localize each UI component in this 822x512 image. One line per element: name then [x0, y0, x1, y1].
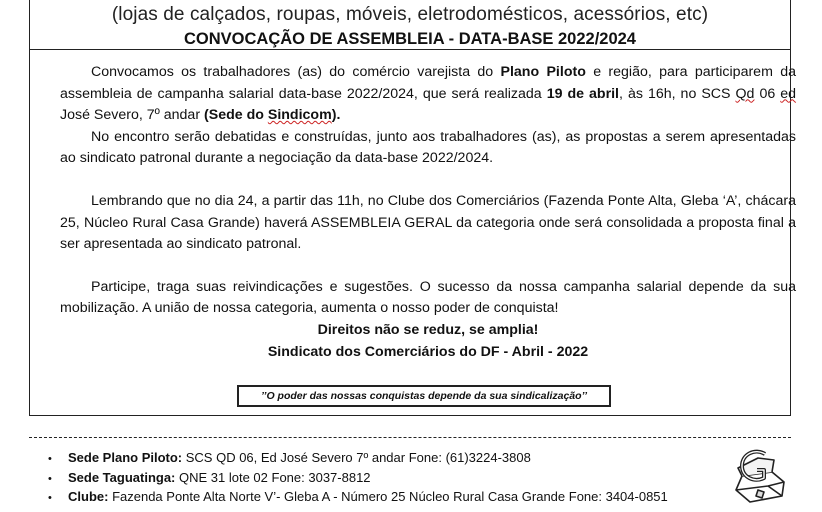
address-text: SCS QD 06, Ed José Severo 7º andar Fone: (61)3224-3808	[182, 450, 531, 465]
bullet-icon: •	[48, 453, 52, 465]
spellcheck-word: Sindicom	[267, 107, 332, 124]
spellcheck-word: Qd	[735, 85, 755, 102]
bullet-icon: •	[48, 472, 52, 485]
address-label: Sede Taguatinga:	[68, 469, 176, 485]
venue-bold	[204, 107, 340, 123]
union-logo-icon	[728, 446, 790, 508]
list-item	[48, 449, 748, 469]
paragraph-participate: Participe, traga suas reivindicações e sugestões. O sucesso da nossa campanha salarial depende da sua mobilização. A união de nossa categoria, aumenta o nosso poder de conquista!	[60, 278, 796, 317]
address-text: Fazenda Ponte Alta Norte V’- Gleba A - Número 25 Núcleo Rural Casa Grande Fone: 3404-0851	[108, 489, 668, 504]
text-span: ).	[331, 107, 341, 124]
paragraph-general-assembly: Lembrando que no dia 24, a partir das 11h, no Clube dos Comerciários (Fazenda Ponte Alta, Gleba ‘A’, chácara 25, Núcleo Rural Casa Grande) haverá ASSEMBLEIA GERAL da categoria onde será consolidada a proposta final a ser apresentada ao sindicato patronal.	[60, 192, 796, 253]
text-span: José Severo, 7º andar	[60, 107, 204, 124]
header-box	[29, 0, 791, 50]
bullet-icon: •	[48, 492, 52, 504]
address-label: Sede Plano Piloto:	[68, 450, 183, 465]
text-span: Convocamos os trabalhadores (as) do comércio varejista do	[91, 64, 501, 80]
date-bold: 19 de abril	[546, 85, 620, 102]
divider-line	[29, 437, 791, 438]
list-item	[48, 488, 748, 508]
document-title: CONVOCAÇÃO DE ASSEMBLEIA - DATA-BASE 2022/2024	[183, 30, 636, 48]
spacer	[60, 170, 796, 191]
address-list	[48, 449, 748, 508]
text-span: (Sede do	[204, 107, 268, 124]
address-label: Clube:	[68, 489, 109, 504]
paragraph-debate: No encontro serão debatidas e construídas, junto aos trabalhadores (as), as propostas a serem apresentadas ao sindicato patronal durante a negociação da data-base 2022/2024.	[60, 128, 796, 167]
text-span: , às 16h, no SCS	[619, 85, 736, 102]
list-item	[48, 469, 748, 489]
motto: Direitos não se reduz, se amplia!	[317, 321, 539, 338]
spellcheck-word: ed	[780, 85, 797, 102]
body-text	[60, 62, 796, 363]
text-span: 06	[754, 85, 781, 102]
slogan-box: ’’O poder das nossas conquistas depende da sua sindicalização’’	[237, 385, 611, 407]
location-bold: Plano Piloto	[500, 64, 586, 80]
store-types-subtitle: (lojas de calçados, roupas, móveis, eletrodomésticos, acessórios, etc)	[111, 4, 709, 25]
paragraph-convocation	[60, 62, 796, 127]
address-text: QNE 31 lote 02 Fone: 3037-8812	[175, 469, 371, 485]
spacer	[60, 256, 796, 277]
signature: Sindicato dos Comerciários do DF - Abril - 2022	[267, 343, 589, 360]
text-span: e região, para participarem da assembleia de campanha salarial data-base 2022/2024, que será realizada	[60, 64, 796, 102]
